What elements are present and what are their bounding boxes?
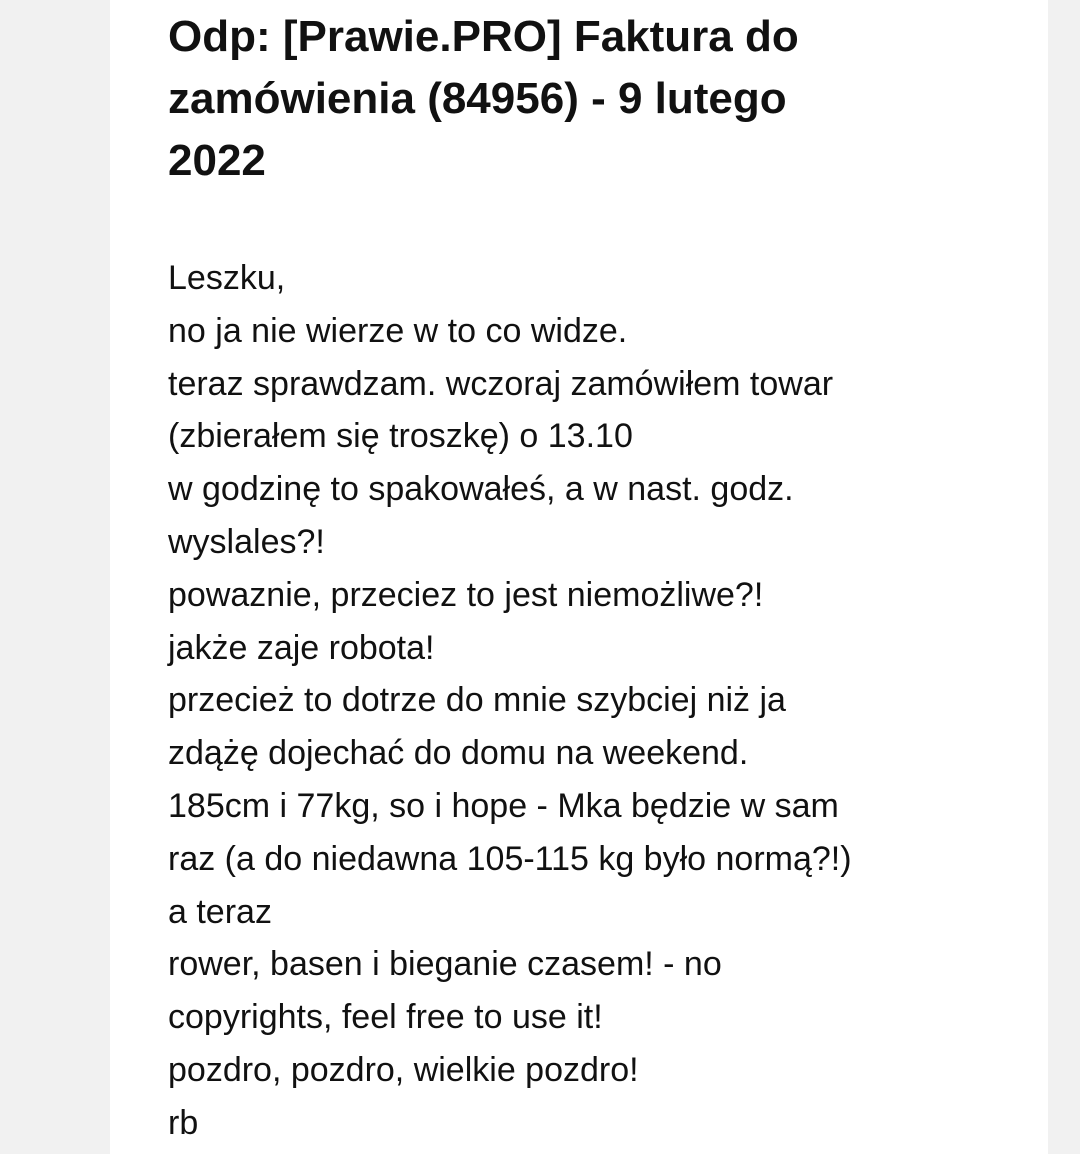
email-body bbox=[168, 252, 1048, 1150]
subject-line: 2022 bbox=[168, 136, 266, 185]
body-line: rower, basen i bieganie czasem! - no bbox=[168, 945, 722, 984]
body-line: Leszku, bbox=[168, 259, 286, 297]
body-line: jakże zaje robota! bbox=[168, 628, 435, 667]
subject-line: Odp: [Prawie.PRO] Faktura do bbox=[168, 12, 799, 61]
body-line: rb bbox=[168, 1103, 199, 1142]
body-line: teraz sprawdzam. wczoraj zamówiłem towar bbox=[168, 364, 834, 403]
body-line: zdążę dojechać do domu na weekend. bbox=[168, 734, 749, 773]
body-line: przecież to dotrze do mnie szybciej niż ja bbox=[168, 681, 786, 720]
body-line: (zbierałem się troszkę) o 13.10 bbox=[168, 417, 633, 456]
body-line: a teraz bbox=[168, 892, 272, 931]
body-line: w godzinę to spakowałeś, a w nast. godz. bbox=[168, 470, 794, 509]
subject-line: zamówienia (84956) - 9 lutego bbox=[168, 74, 787, 123]
body-line: copyrights, feel free to use it! bbox=[168, 998, 603, 1037]
body-line: raz (a do niedawna 105-115 kg było normą?!) bbox=[168, 839, 852, 878]
body-line: powaznie, przeciez to jest niemożliwe?! bbox=[168, 575, 764, 614]
body-line: 185cm i 77kg, so i hope - Mka będzie w sam bbox=[168, 786, 839, 825]
body-line: wyslales?! bbox=[168, 522, 325, 561]
email-subject bbox=[168, 6, 1028, 192]
body-line: pozdro, pozdro, wielkie pozdro! bbox=[168, 1050, 639, 1089]
body-line: no ja nie wierze w to co widze. bbox=[168, 311, 628, 350]
